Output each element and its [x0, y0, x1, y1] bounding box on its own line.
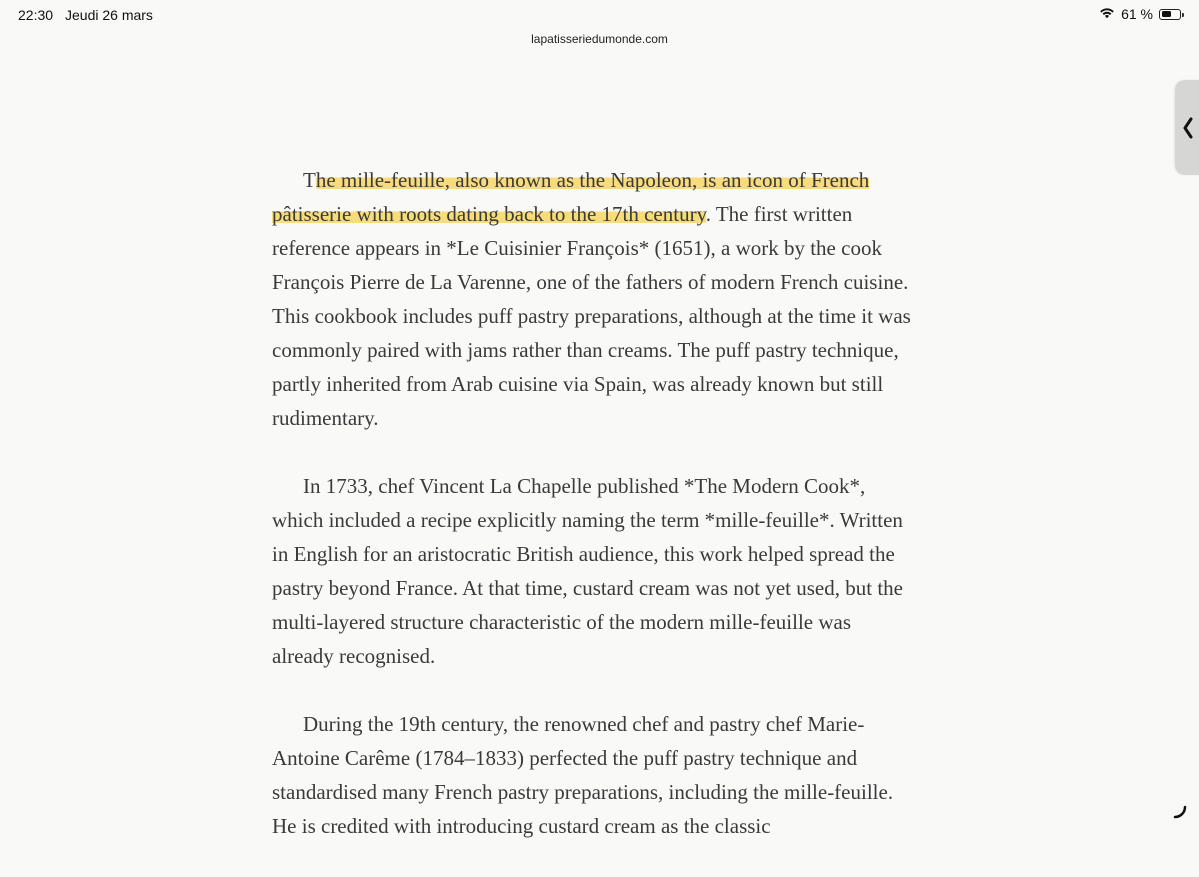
home-indicator-icon: [1173, 805, 1187, 824]
status-bar: [0, 0, 1199, 30]
article-body: [272, 163, 912, 877]
status-date: Jeudi 26 mars: [65, 7, 153, 23]
wifi-icon: [1099, 6, 1115, 22]
battery-icon: [1159, 9, 1181, 20]
status-time: 22:30: [18, 7, 54, 23]
paragraph-1-rest: . The first written reference appears in *Le Cuisinier François* (1651), a work by the cook François Pierre de La Varenne, one of the fathers of modern French cuisine. This cookbook includes puff pastry preparations, although at the time it was commonly paired with jams rather than creams. The puff pastry technique, partly inherited from Arab cuisine via Spain, was already known but still rudimentary.: [272, 202, 911, 430]
paragraph-1: [272, 163, 912, 435]
chevron-left-icon: [1181, 116, 1195, 140]
url-bar[interactable]: lapatisseriedumonde.com: [531, 32, 668, 46]
paragraph-1-start: T: [303, 168, 316, 192]
paragraph-2: In 1733, chef Vincent La Chapelle published *The Modern Cook*, which included a recipe explicitly naming the term *mille-feuille*. Written in English for an aristocratic British audience, this work helped spread the pastry beyond France. At that time, custard cream was not yet used, but the multi-layered structure characteristic of the modern mille-feuille was already recognised.: [272, 474, 903, 668]
status-indicators: [1099, 6, 1181, 22]
battery-percentage: 61 %: [1121, 6, 1153, 22]
highlighted-text: he mille-feuille, also known as the Napoleon, is an icon of French pâtisserie with roots dating back to the 17th century: [272, 168, 870, 226]
paragraph-3: During the 19th century, the renowned chef and pastry chef Marie-Antoine Carême (1784–1833) perfected the puff pastry technique and standardised many French pastry preparations, including the mille-feuille. He is credited with introducing custard cream as the classic: [272, 712, 894, 838]
battery-fill: [1162, 11, 1172, 17]
sidebar-handle[interactable]: [1175, 80, 1199, 175]
